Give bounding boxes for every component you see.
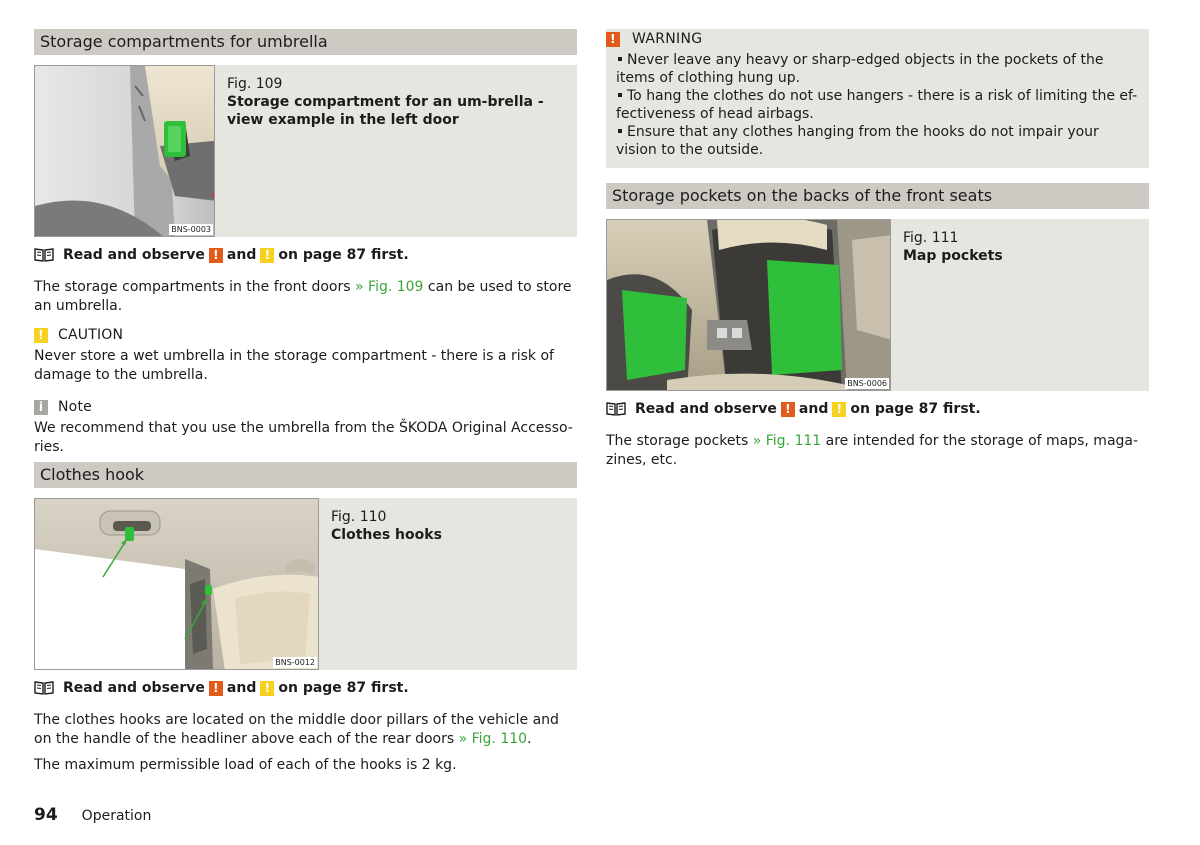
figure-title: Storage compartment for an um-brella - view example in the left door: [227, 94, 544, 128]
caution-text: Never store a wet umbrella in the storage compartment - there is a risk of damage to the umbrella.: [34, 348, 554, 383]
image-code: BNS-0003: [171, 225, 212, 234]
section-title-pockets: Storage pockets on the backs of the front seats: [606, 183, 1149, 209]
read-observe-line: [34, 246, 577, 264]
figure-110: [34, 498, 577, 670]
figure-title: Map pockets: [903, 248, 1003, 264]
clothes-hook-illustration: [35, 499, 319, 670]
bullet-icon: [618, 93, 622, 97]
section-title-hook: Clothes hook: [34, 462, 577, 488]
figure-number: Fig. 109: [227, 76, 283, 92]
warning-item: Ensure that any clothes hanging from the hooks do not impair your vision to the outside.: [616, 124, 1099, 158]
figure-110-caption: [319, 498, 442, 670]
fig-109-link[interactable]: » Fig. 109: [355, 279, 424, 295]
figure-109: [34, 65, 577, 237]
read-prefix: Read and observe: [63, 680, 205, 696]
warning-item: To hang the clothes do not use hangers - there is a risk of limiting the ef-fectiveness of head airbags.: [616, 88, 1138, 122]
book-icon: [606, 402, 626, 416]
read-prefix: Read and observe: [635, 401, 777, 417]
warning-header: [606, 30, 1139, 48]
hook-body: The clothes hooks are located on the middle door pillars of the vehicle and on the handle of the headliner above each of the rear doors » Fig. 110.: [34, 712, 559, 747]
bullet-icon: [618, 57, 622, 61]
note-header: [34, 398, 577, 416]
warning-item: Never leave any heavy or sharp-edged objects in the pockets of the items of clothing hung up.: [616, 52, 1104, 86]
warning-icon: !: [606, 32, 620, 47]
read-observe-line: [34, 679, 577, 697]
bullet-icon: [618, 129, 622, 133]
note-text: We recommend that you use the umbrella from the ŠKODA Original Accesso-ries.: [34, 420, 573, 455]
caution-icon: !: [260, 681, 274, 696]
warning-icon: !: [209, 248, 223, 263]
figure-111-caption: [891, 219, 1003, 391]
figure-number: Fig. 110: [331, 509, 387, 525]
warning-icon: !: [209, 681, 223, 696]
read-and: and: [226, 680, 257, 696]
read-suffix: on page 87 first.: [278, 680, 409, 696]
fig-111-link[interactable]: » Fig. 111: [752, 433, 822, 449]
caution-label: CAUTION: [58, 327, 124, 343]
image-code: BNS-0006: [847, 379, 887, 388]
hook-body-load: The maximum permissible load of each of the hooks is 2 kg.: [34, 757, 457, 773]
read-and: and: [226, 247, 257, 263]
warning-box: [606, 29, 1149, 168]
info-icon: i: [34, 400, 48, 415]
figure-109-caption: [215, 65, 577, 237]
book-icon: [34, 681, 54, 695]
book-icon: [34, 248, 54, 262]
figure-110-image: [34, 498, 319, 670]
note-label: Note: [58, 399, 92, 415]
umbrella-body: The storage compartments in the front doors » Fig. 109 can be used to store an umbrella.: [34, 279, 572, 314]
read-suffix: on page 87 first.: [850, 401, 981, 417]
read-prefix: Read and observe: [63, 247, 205, 263]
warning-label: WARNING: [632, 31, 703, 47]
footer-section: Operation: [81, 808, 152, 824]
warning-icon: !: [781, 402, 795, 417]
section-title-umbrella: Storage compartments for umbrella: [34, 29, 577, 55]
warning-list: [606, 51, 1139, 159]
door-umbrella-illustration: [35, 66, 215, 237]
caution-icon: !: [34, 328, 48, 343]
read-and: and: [798, 401, 829, 417]
page-footer: [34, 805, 151, 825]
read-suffix: on page 87 first.: [278, 247, 409, 263]
page-number: 94: [34, 805, 58, 825]
caution-icon: !: [260, 248, 274, 263]
right-column: [606, 29, 1149, 469]
image-code: BNS-0012: [275, 658, 315, 667]
read-observe-line: [606, 400, 1149, 418]
figure-109-image: [34, 65, 215, 237]
pockets-body: The storage pockets » Fig. 111 are intended for the storage of maps, maga-zines, etc.: [606, 433, 1139, 468]
left-column: [34, 29, 577, 775]
figure-111: [606, 219, 1149, 391]
caution-header: [34, 326, 577, 344]
fig-110-link[interactable]: » Fig. 110: [458, 730, 528, 747]
caution-icon: !: [832, 402, 846, 417]
figure-111-image: [606, 219, 891, 391]
figure-title: Clothes hooks: [331, 527, 442, 543]
seat-pockets-illustration: [607, 220, 891, 391]
figure-number: Fig. 111: [903, 230, 959, 246]
